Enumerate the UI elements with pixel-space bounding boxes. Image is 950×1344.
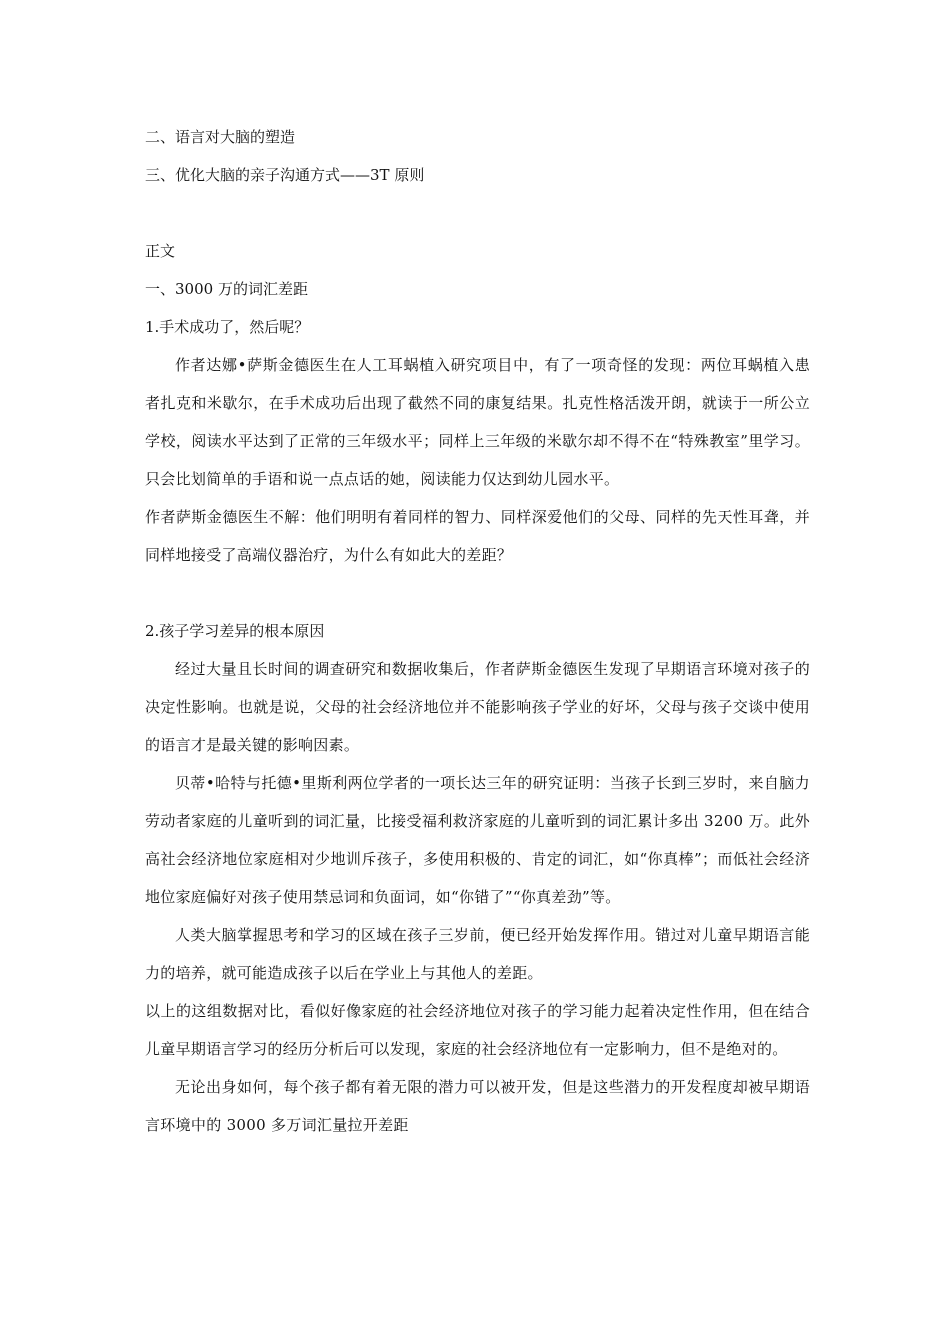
paragraph: 经过大量且长时间的调查研究和数据收集后，作者萨斯金德医生发现了早期语言环境对孩子的决定性影响。也就是说，父母的社会经济地位并不能影响孩子学业的好坏，父母与孩子交谈中使用的语言才是最关键的影响因素。	[145, 660, 810, 754]
subsection-2-heading: 2.孩子学习差异的根本原因	[145, 622, 325, 640]
body-label: 正文	[145, 242, 176, 260]
spacer	[145, 574, 810, 612]
outline-item-3: 三、优化大脑的亲子沟通方式——3T 原则	[145, 166, 425, 184]
outline-item-2: 二、语言对大脑的塑造	[145, 128, 296, 146]
paragraph: 作者萨斯金德医生不解：他们明明有着同样的智力、同样深爱他们的父母、同样的先天性耳聋，并同样地接受了高端仪器治疗，为什么有如此大的差距？	[145, 508, 810, 564]
paragraph: 贝蒂•哈特与托德•里斯利两位学者的一项长达三年的研究证明：当孩子长到三岁时，来自脑力劳动者家庭的儿童听到的词汇量，比接受福利救济家庭的儿童听到的词汇累计多出 3200 万。此外高社会经济地位家庭相对少地训斥孩子，多使用积极的、肯定的词汇，如“你真棒”；而低社会经济地位家庭偏好对孩子使用禁忌词和负面词，如“你错了”“你真差劲”等。	[145, 774, 810, 906]
spacer	[145, 194, 810, 232]
paragraph: 作者达娜•萨斯金德医生在人工耳蜗植入研究项目中，有了一项奇怪的发现：两位耳蜗植入患者扎克和米歇尔，在手术成功后出现了截然不同的康复结果。扎克性格活泼开朗，就读于一所公立学校，阅读水平达到了正常的三年级水平；同样上三年级的米歇尔却不得不在“特殊教室”里学习。只会比划简单的手语和说一点点话的她，阅读能力仅达到幼儿园水平。	[145, 356, 810, 488]
paragraph: 无论出身如何，每个孩子都有着无限的潜力可以被开发，但是这些潜力的开发程度却被早期语言环境中的 3000 多万词汇量拉开差距	[145, 1078, 810, 1134]
paragraph: 以上的这组数据对比，看似好像家庭的社会经济地位对孩子的学习能力起着决定性作用，但在结合儿童早期语言学习的经历分析后可以发现，家庭的社会经济地位有一定影响力，但不是绝对的。	[145, 1002, 810, 1058]
paragraph: 人类大脑掌握思考和学习的区域在孩子三岁前，便已经开始发挥作用。错过对儿童早期语言能力的培养，就可能造成孩子以后在学业上与其他人的差距。	[145, 926, 810, 982]
section-1-heading: 一、3000 万的词汇差距	[145, 280, 308, 298]
subsection-1-heading: 1.手术成功了，然后呢？	[145, 318, 310, 336]
document-body	[145, 118, 810, 1144]
